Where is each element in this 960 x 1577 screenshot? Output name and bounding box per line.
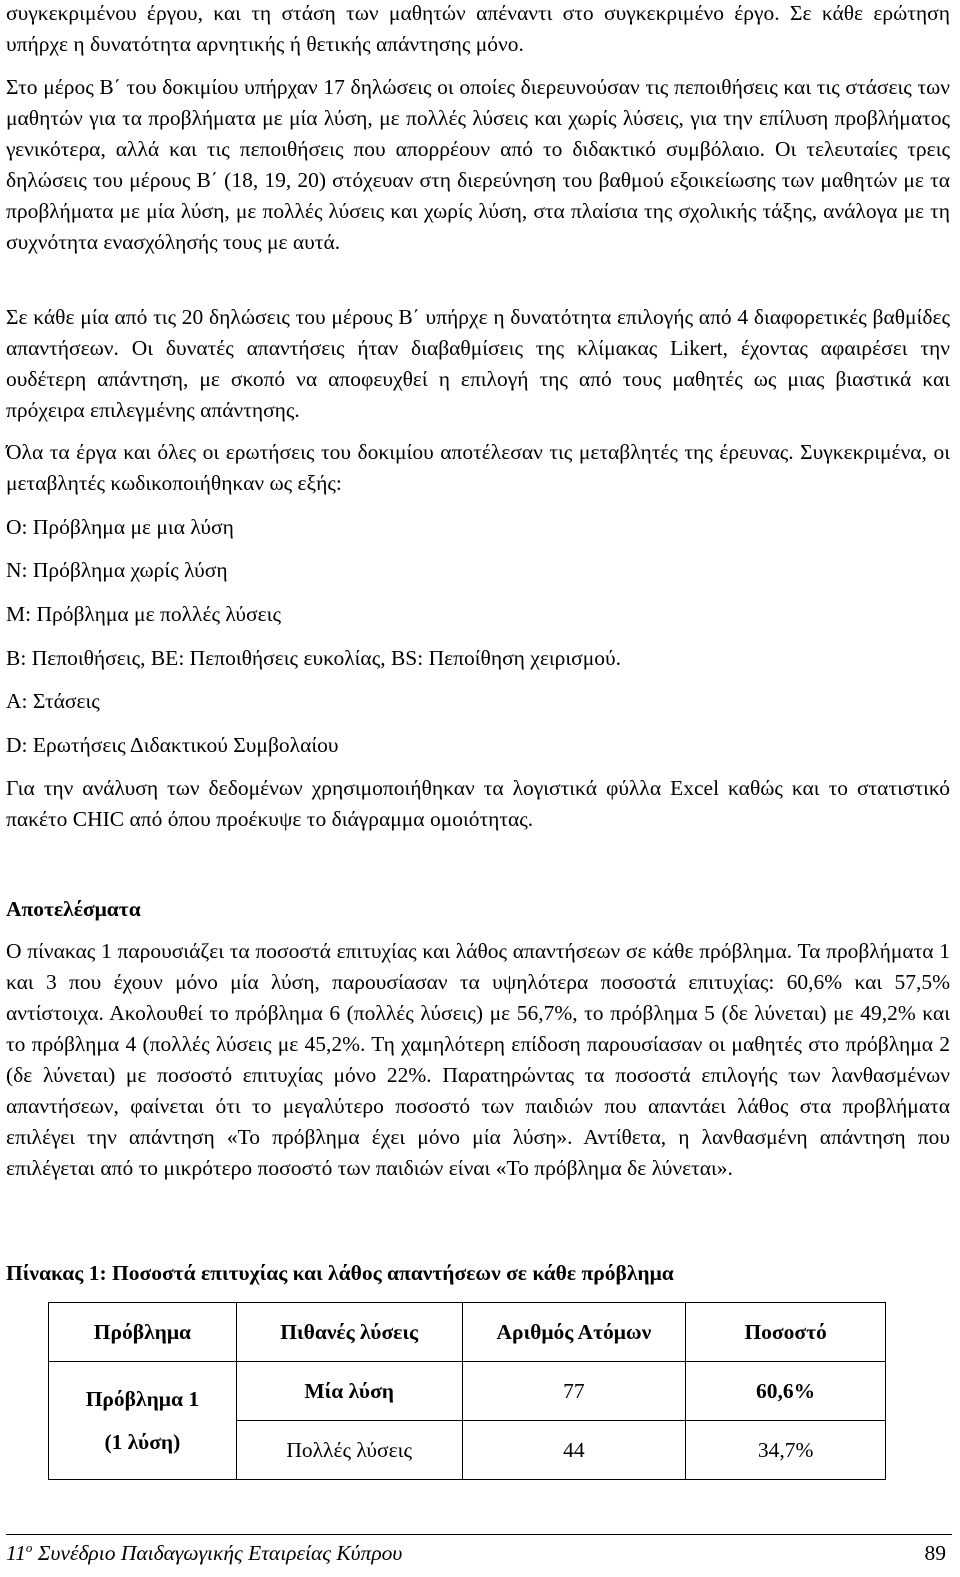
row1-percent: 60,6% [686,1362,886,1421]
row1-solutions: Μία λύση [236,1362,462,1421]
footer-conference-name: Συνέδριο Παιδαγωγικής Εταιρείας Κύπρου [32,1541,403,1565]
results-heading: Αποτελέσματα [6,897,141,921]
footer-conference [6,1538,402,1569]
page-footer [6,1538,946,1569]
variable-n: N: Πρόβλημα χωρίς λύση [6,558,228,582]
header-problem: Πρόβλημα [49,1303,237,1362]
header-percent: Ποσοστό [686,1303,886,1362]
paragraph-results: Ο πίνακας 1 παρουσιάζει τα ποσοστά επιτυχίας και λάθος απαντήσεων σε κάθε πρόβλημα. Τα προβλήματα 1 και 3 που έχουν μόνο μία λύση, παρουσίασαν τα υψηλότερα ποσοστά επιτυχίας: 60,6% και 57,5% αντίστοιχα. Ακολουθεί το πρόβλημα 6 (πολλές λύσεις) με 56,7%, το πρόβλημα 5 (δε λύνεται) με 49,2% και το πρόβλημα 4 (πολλές λύσεις με 45,2%. Τη χαμηλότερη επίδοση παρουσίασαν οι μαθητές στο πρόβλημα 2 (δε λύνεται) με ποσοστό επιτυχίας μόνο 22%. Παρατηρώντας τα ποσοστά επιλογής των λανθασμένων απαντήσεων, φαίνεται ότι το μεγαλύτερο ποσοστό των παιδιών που απαντάει λάθος στα προβλήματα επιλέγει την απάντηση «Το πρόβλημα έχει μόνο μία λύση». Αντίθετα, η λανθασμένη απάντηση που επιλέγεται από το μικρότερο ποσοστό των παιδιών είναι «Το πρόβλημα δε λύνεται». [6,939,950,1180]
footer-sup: ο [25,1540,33,1555]
variable-d: D: Ερωτήσεις Διδακτικού Συμβολαίου [6,733,339,757]
variable-o: O: Πρόβλημα με μια λύση [6,515,234,539]
paragraph-part-b: Στο μέρος Β΄ του δοκιμίου υπήρχαν 17 δηλώσεις οι οποίες διερευνούσαν τις πεποιθήσεις και τις στάσεις των μαθητών για τα προβλήματα με μία λύση, με πολλές λύσεις και χωρίς λύσεις, για την επίλυση προβλήματος γενικότερα, αλλά και τις πεποιθήσεις που απορρέουν από το διδακτικό συμβόλαιο. Οι τελευταίες τρεις δηλώσεις του μέρους Β΄ (18, 19, 20) στόχευαν στη διερεύνηση του βαθμού εξοικείωσης των μαθητών με τα προβλήματα με μία λύση, με πολλές λύσεις και χωρίς λύση, στα πλαίσια της σχολικής τάξης, ανάλογα με τη συχνότητα ενασχόλησής τους με αυτά. [6,75,950,254]
problem-sublabel: (1 λύση) [104,1429,181,1454]
variable-b: B: Πεποιθήσεις, BE: Πεποιθήσεις ευκολίας, BS: Πεποίθηση χειρισμού. [6,646,622,670]
row2-percent: 34,7% [686,1421,886,1480]
header-solutions: Πιθανές λύσεις [236,1303,462,1362]
results-table [48,1302,886,1480]
page-number: 89 [924,1541,946,1565]
row2-solutions: Πολλές λύσεις [236,1421,462,1480]
footer-divider [6,1534,952,1535]
problem-cell [49,1362,237,1480]
table-row [49,1362,886,1421]
variable-m: M: Πρόβλημα με πολλές λύσεις [6,602,281,626]
row1-count: 77 [462,1362,686,1421]
paragraph-analysis: Για την ανάλυση των δεδομένων χρησιμοποιήθηκαν τα λογιστικά φύλλα Excel καθώς και το στατιστικό πακέτο CHIC από όπου προέκυψε το διάγραμμα ομοιότητας. [6,776,950,831]
row2-count: 44 [462,1421,686,1480]
footer-num: 11 [6,1541,26,1565]
variable-a: A: Στάσεις [6,689,100,713]
header-count: Αριθμός Ατόμων [462,1303,686,1362]
table-header-row [49,1303,886,1362]
paragraph-top: συγκεκριμένου έργου, και τη στάση των μαθητών απέναντι στο συγκεκριμένο έργο. Σε κάθε ερώτηση υπήρχε η δυνατότητα αρνητικής ή θετικής απάντησης μόνο. [6,1,950,56]
paragraph-variables-intro: Όλα τα έργα και όλες οι ερωτήσεις του δοκιμίου αποτέλεσαν τις μεταβλητές της έρευνας. Συγκεκριμένα, οι μεταβλητές κωδικοποιήθηκαν ως εξής: [6,440,950,495]
paragraph-likert: Σε κάθε μία από τις 20 δηλώσεις του μέρους Β΄ υπήρχε η δυνατότητα επιλογής από 4 διαφορετικές βαθμίδες απαντήσεων. Οι δυνατές απαντήσεις ήταν διαβαθμίσεις της κλίμακας Likert, έχοντας αφαιρέσει την ουδέτερη απάντηση, με σκοπό να αποφευχθεί η επιλογή της από τους μαθητές ως μιας βιαστικά και πρόχειρα επιλεγμένης απάντησης. [6,305,950,422]
table-caption: Πίνακας 1: Ποσοστά επιτυχίας και λάθος απαντήσεων σε κάθε πρόβλημα [6,1261,674,1285]
problem-label: Πρόβλημα 1 [85,1386,200,1411]
